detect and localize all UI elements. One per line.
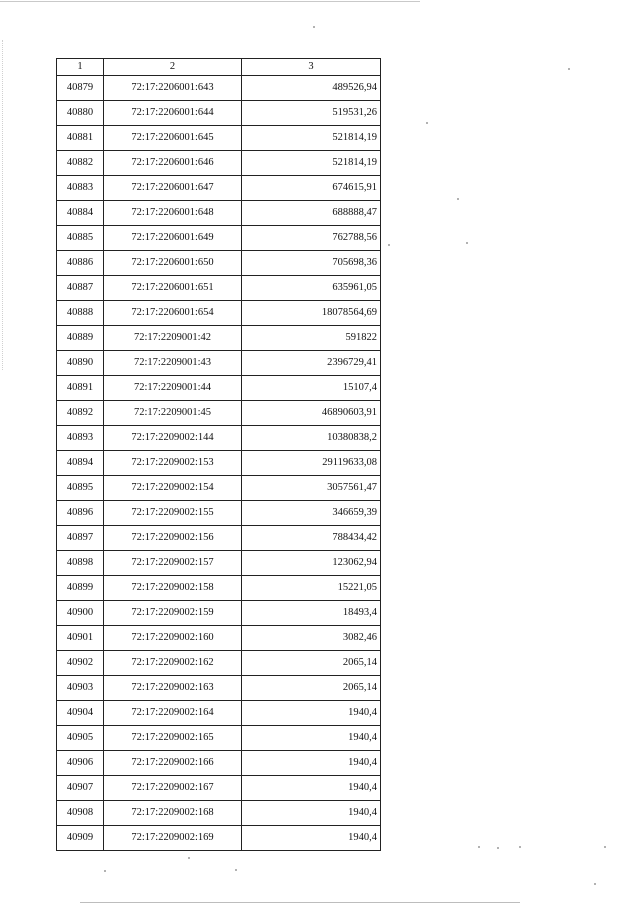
table-row bbox=[57, 326, 381, 351]
cadastral-number-cell: 72:17:2209002:166 bbox=[104, 751, 242, 776]
row-number-cell: 40889 bbox=[57, 326, 104, 351]
cadastral-number-cell: 72:17:2209002:158 bbox=[104, 576, 242, 601]
table-row bbox=[57, 601, 381, 626]
table-row bbox=[57, 826, 381, 851]
table-row bbox=[57, 476, 381, 501]
column-header: 1 bbox=[57, 59, 104, 76]
scan-edge-top bbox=[0, 1, 420, 2]
cadastral-number-cell: 72:17:2209002:162 bbox=[104, 651, 242, 676]
row-number-cell: 40909 bbox=[57, 826, 104, 851]
scan-speck bbox=[466, 242, 468, 244]
scan-speck bbox=[104, 870, 106, 872]
row-number-cell: 40881 bbox=[57, 126, 104, 151]
cadastral-number-cell: 72:17:2209002:155 bbox=[104, 501, 242, 526]
cadastral-value-cell: 1940,4 bbox=[242, 751, 381, 776]
scan-edge-bottom bbox=[80, 902, 520, 903]
table-row bbox=[57, 126, 381, 151]
cadastral-number-cell: 72:17:2209002:168 bbox=[104, 801, 242, 826]
cadastral-number-cell: 72:17:2209001:44 bbox=[104, 376, 242, 401]
cadastral-number-cell: 72:17:2206001:644 bbox=[104, 101, 242, 126]
cadastral-value-cell: 3057561,47 bbox=[242, 476, 381, 501]
cadastral-number-cell: 72:17:2206001:647 bbox=[104, 176, 242, 201]
row-number-cell: 40884 bbox=[57, 201, 104, 226]
table-row bbox=[57, 101, 381, 126]
row-number-cell: 40897 bbox=[57, 526, 104, 551]
table-row bbox=[57, 426, 381, 451]
cadastral-number-cell: 72:17:2209002:157 bbox=[104, 551, 242, 576]
scan-speck bbox=[594, 883, 596, 885]
row-number-cell: 40892 bbox=[57, 401, 104, 426]
scan-speck bbox=[604, 846, 606, 848]
table-row bbox=[57, 801, 381, 826]
cadastral-value-cell: 2065,14 bbox=[242, 651, 381, 676]
cadastral-value-cell: 762788,56 bbox=[242, 226, 381, 251]
row-number-cell: 40908 bbox=[57, 801, 104, 826]
row-number-cell: 40906 bbox=[57, 751, 104, 776]
cadastral-value-cell: 788434,42 bbox=[242, 526, 381, 551]
table-header bbox=[57, 59, 381, 76]
cadastral-number-cell: 72:17:2206001:643 bbox=[104, 76, 242, 101]
table-row bbox=[57, 76, 381, 101]
cadastral-number-cell: 72:17:2206001:649 bbox=[104, 226, 242, 251]
cadastral-number-cell: 72:17:2209001:45 bbox=[104, 401, 242, 426]
row-number-cell: 40888 bbox=[57, 301, 104, 326]
scan-speck bbox=[313, 26, 315, 28]
row-number-cell: 40886 bbox=[57, 251, 104, 276]
table-row bbox=[57, 201, 381, 226]
table-row bbox=[57, 626, 381, 651]
cadastral-number-cell: 72:17:2209001:42 bbox=[104, 326, 242, 351]
cadastral-value-cell: 18078564,69 bbox=[242, 301, 381, 326]
row-number-cell: 40902 bbox=[57, 651, 104, 676]
table-row bbox=[57, 276, 381, 301]
cadastral-value-cell: 688888,47 bbox=[242, 201, 381, 226]
scan-edge-left bbox=[2, 40, 3, 370]
cadastral-value-cell: 18493,4 bbox=[242, 601, 381, 626]
row-number-cell: 40899 bbox=[57, 576, 104, 601]
cadastral-number-cell: 72:17:2209002:144 bbox=[104, 426, 242, 451]
row-number-cell: 40905 bbox=[57, 726, 104, 751]
row-number-cell: 40887 bbox=[57, 276, 104, 301]
scan-speck bbox=[478, 846, 480, 848]
cadastral-number-cell: 72:17:2206001:654 bbox=[104, 301, 242, 326]
row-number-cell: 40879 bbox=[57, 76, 104, 101]
cadastral-value-cell: 489526,94 bbox=[242, 76, 381, 101]
scan-speck bbox=[568, 68, 570, 70]
table-row bbox=[57, 451, 381, 476]
cadastral-number-cell: 72:17:2206001:648 bbox=[104, 201, 242, 226]
row-number-cell: 40907 bbox=[57, 776, 104, 801]
table-row bbox=[57, 701, 381, 726]
table-row bbox=[57, 401, 381, 426]
cadastral-value-cell: 15221,05 bbox=[242, 576, 381, 601]
scan-speck bbox=[519, 846, 521, 848]
cadastral-value-cell: 10380838,2 bbox=[242, 426, 381, 451]
cadastral-number-cell: 72:17:2209002:163 bbox=[104, 676, 242, 701]
cadastral-number-cell: 72:17:2209002:164 bbox=[104, 701, 242, 726]
row-number-cell: 40900 bbox=[57, 601, 104, 626]
scan-speck bbox=[426, 122, 428, 124]
row-number-cell: 40882 bbox=[57, 151, 104, 176]
cadastral-value-cell: 123062,94 bbox=[242, 551, 381, 576]
table-row bbox=[57, 676, 381, 701]
cadastral-value-cell: 521814,19 bbox=[242, 126, 381, 151]
cadastral-value-cell: 635961,05 bbox=[242, 276, 381, 301]
cadastral-value-cell: 1940,4 bbox=[242, 776, 381, 801]
cadastral-number-cell: 72:17:2206001:650 bbox=[104, 251, 242, 276]
scan-speck bbox=[497, 847, 499, 849]
row-number-cell: 40904 bbox=[57, 701, 104, 726]
cadastral-value-cell: 46890603,91 bbox=[242, 401, 381, 426]
scan-speck bbox=[188, 857, 190, 859]
table-row bbox=[57, 501, 381, 526]
header-row bbox=[57, 59, 381, 76]
cadastral-value-cell: 1940,4 bbox=[242, 726, 381, 751]
cadastral-value-cell: 591822 bbox=[242, 326, 381, 351]
table-row bbox=[57, 351, 381, 376]
table-row bbox=[57, 576, 381, 601]
cadastral-value-cell: 1940,4 bbox=[242, 801, 381, 826]
column-header: 2 bbox=[104, 59, 242, 76]
row-number-cell: 40890 bbox=[57, 351, 104, 376]
cadastral-value-cell: 15107,4 bbox=[242, 376, 381, 401]
cadastral-value-table bbox=[56, 58, 381, 851]
cadastral-value-cell: 1940,4 bbox=[242, 701, 381, 726]
cadastral-number-cell: 72:17:2206001:645 bbox=[104, 126, 242, 151]
table-row bbox=[57, 776, 381, 801]
table-row bbox=[57, 751, 381, 776]
cadastral-number-cell: 72:17:2209002:165 bbox=[104, 726, 242, 751]
cadastral-value-cell: 674615,91 bbox=[242, 176, 381, 201]
row-number-cell: 40880 bbox=[57, 101, 104, 126]
cadastral-value-cell: 2065,14 bbox=[242, 676, 381, 701]
cadastral-value-cell: 1940,4 bbox=[242, 826, 381, 851]
row-number-cell: 40903 bbox=[57, 676, 104, 701]
row-number-cell: 40894 bbox=[57, 451, 104, 476]
table-row bbox=[57, 526, 381, 551]
cadastral-value-cell: 3082,46 bbox=[242, 626, 381, 651]
table-row bbox=[57, 651, 381, 676]
table-row bbox=[57, 251, 381, 276]
cadastral-number-cell: 72:17:2209002:167 bbox=[104, 776, 242, 801]
cadastral-number-cell: 72:17:2209002:156 bbox=[104, 526, 242, 551]
table-row bbox=[57, 376, 381, 401]
scan-speck bbox=[235, 869, 237, 871]
row-number-cell: 40891 bbox=[57, 376, 104, 401]
cadastral-value-cell: 521814,19 bbox=[242, 151, 381, 176]
cadastral-value-cell: 2396729,41 bbox=[242, 351, 381, 376]
table-row bbox=[57, 226, 381, 251]
row-number-cell: 40895 bbox=[57, 476, 104, 501]
row-number-cell: 40885 bbox=[57, 226, 104, 251]
column-header: 3 bbox=[242, 59, 381, 76]
cadastral-value-cell: 346659,39 bbox=[242, 501, 381, 526]
table-row bbox=[57, 151, 381, 176]
row-number-cell: 40893 bbox=[57, 426, 104, 451]
row-number-cell: 40896 bbox=[57, 501, 104, 526]
cadastral-number-cell: 72:17:2209002:154 bbox=[104, 476, 242, 501]
table-body bbox=[57, 76, 381, 851]
cadastral-number-cell: 72:17:2206001:646 bbox=[104, 151, 242, 176]
cadastral-value-cell: 519531,26 bbox=[242, 101, 381, 126]
table-row bbox=[57, 301, 381, 326]
row-number-cell: 40901 bbox=[57, 626, 104, 651]
cadastral-number-cell: 72:17:2209002:159 bbox=[104, 601, 242, 626]
cadastral-number-cell: 72:17:2209002:153 bbox=[104, 451, 242, 476]
cadastral-number-cell: 72:17:2209001:43 bbox=[104, 351, 242, 376]
cadastral-number-cell: 72:17:2209002:169 bbox=[104, 826, 242, 851]
table-row bbox=[57, 176, 381, 201]
scan-speck bbox=[457, 198, 459, 200]
table-row bbox=[57, 726, 381, 751]
cadastral-number-cell: 72:17:2209002:160 bbox=[104, 626, 242, 651]
cadastral-number-cell: 72:17:2206001:651 bbox=[104, 276, 242, 301]
cadastral-value-cell: 29119633,08 bbox=[242, 451, 381, 476]
row-number-cell: 40883 bbox=[57, 176, 104, 201]
cadastral-value-cell: 705698,36 bbox=[242, 251, 381, 276]
table-row bbox=[57, 551, 381, 576]
row-number-cell: 40898 bbox=[57, 551, 104, 576]
scan-speck bbox=[388, 244, 390, 246]
